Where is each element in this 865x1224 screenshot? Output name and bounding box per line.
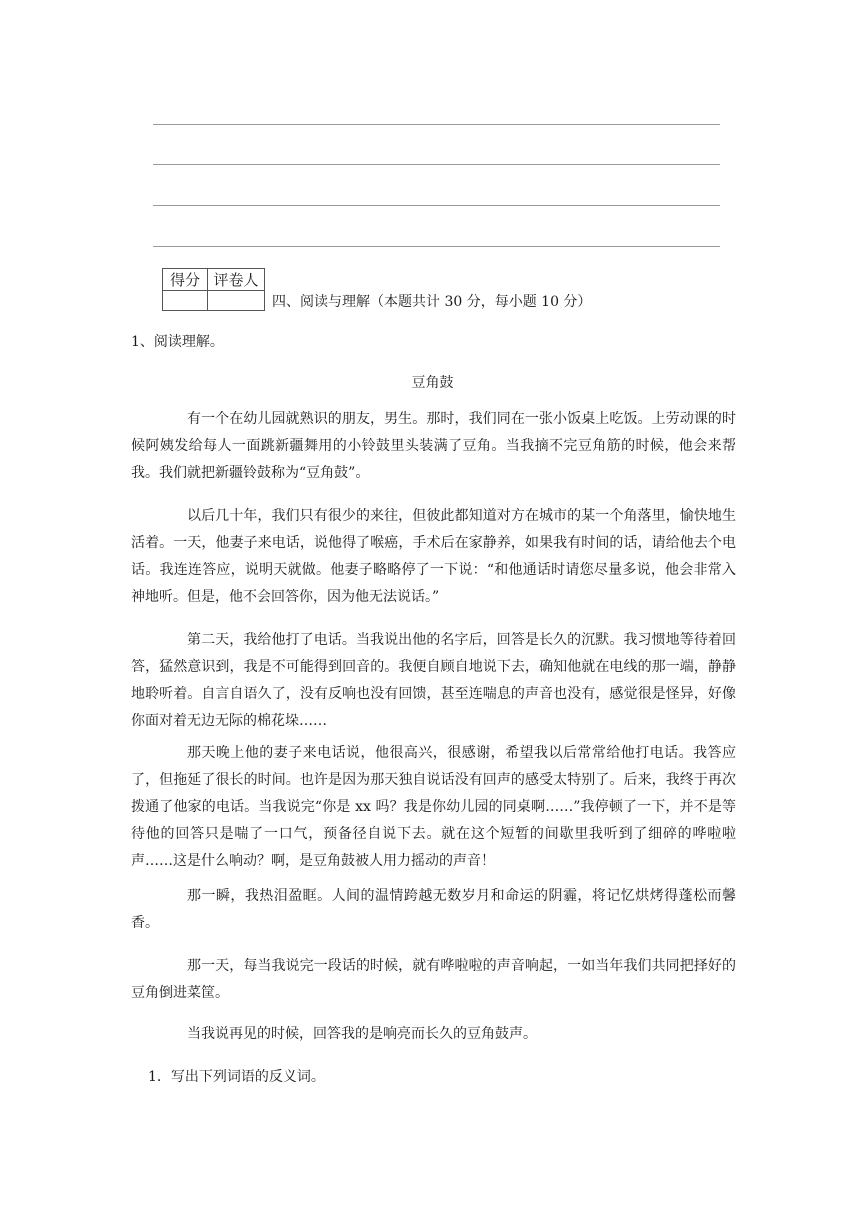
grader-header: 评卷人 (208, 269, 265, 291)
answer-line-2 (153, 164, 720, 165)
question-label: 1、阅读理解。 (131, 334, 224, 350)
score-table (162, 268, 265, 311)
story-title: 豆角鼓 (411, 375, 454, 391)
paragraph-5: 那一瞬，我热泪盈眶。人间的温情跨越无数岁月和命运的阴霾，将记忆烘烤得蓬松而馨香。 (131, 888, 736, 931)
paragraph-1: 有一个在幼儿园就熟识的朋友，男生。那时，我们同在一张小饭桌上吃饭。上劳动课的时候阿姨发给每人一面跳新疆舞用的小铃鼓里头装满了豆角。当我摘不完豆角筋的时候，他会来帮我。我们就把新疆铃鼓称为“豆角鼓”。 (131, 411, 736, 481)
answer-line-4 (153, 246, 720, 247)
section-title: 四、阅读与理解（本题共计 30 分，每小题 10 分） (272, 294, 592, 310)
grader-cell[interactable] (208, 291, 265, 311)
paragraph-6: 那一天，每当我说完一段话的时候，就有哗啦啦的声音响起，一如当年我们共同把择好的豆角倒进菜筐。 (131, 958, 736, 1001)
score-cell[interactable] (163, 291, 208, 311)
paragraph-7: 当我说再见的时候，回答我的是响亮而长久的豆角鼓声。 (187, 1026, 537, 1042)
answer-line-1 (153, 124, 720, 125)
paragraph-2: 以后几十年，我们只有很少的来往，但彼此都知道对方在城市的某一个角落里，愉快地生活着。一天，他妻子来电话，说他得了喉癌，手术后在家静养，如果我有时间的话，请给他去个电话。我连连答应，说明天就做。他妻子略略停了一下说：“和他通话时请您尽量多说，他会非常入神地听。但是，他不会回答你，因为他无法说话。” (131, 508, 736, 605)
sub-question: 1．写出下列词语的反义词。 (148, 1069, 325, 1085)
paragraph-3: 第二天，我给他打了电话。当我说出他的名字后，回答是长久的沉默。我习惯地等待着回答，猛然意识到，我是不可能得到回音的。我便自顾自地说下去，确知他就在电线的那一端，静静地聆听着。自言自语久了，没有反响也没有回馈，甚至连喘息的声音也没有，感觉很是怪异，好像你面对着无边无际的棉花垛…… (131, 632, 736, 729)
score-header: 得分 (163, 269, 208, 291)
paragraph-4: 那天晚上他的妻子来电话说，他很高兴，很感谢，希望我以后常常给他打电话。我答应了，但拖延了很长的时间。也许是因为那天独自说话没有回声的感受太特别了。后来，我终于再次拨通了他家的电话。当我说完“你是 xx 吗？我是你幼儿园的同桌啊……”我停顿了一下，并不是等待他的回答只是喘了一口气，预备径自说下去。就在这个短暂的间歇里我听到了细碎的哗啦啦声……这是什么响动？啊，是豆角鼓被人用力摇动的声音！ (131, 745, 736, 869)
answer-line-3 (153, 205, 720, 206)
